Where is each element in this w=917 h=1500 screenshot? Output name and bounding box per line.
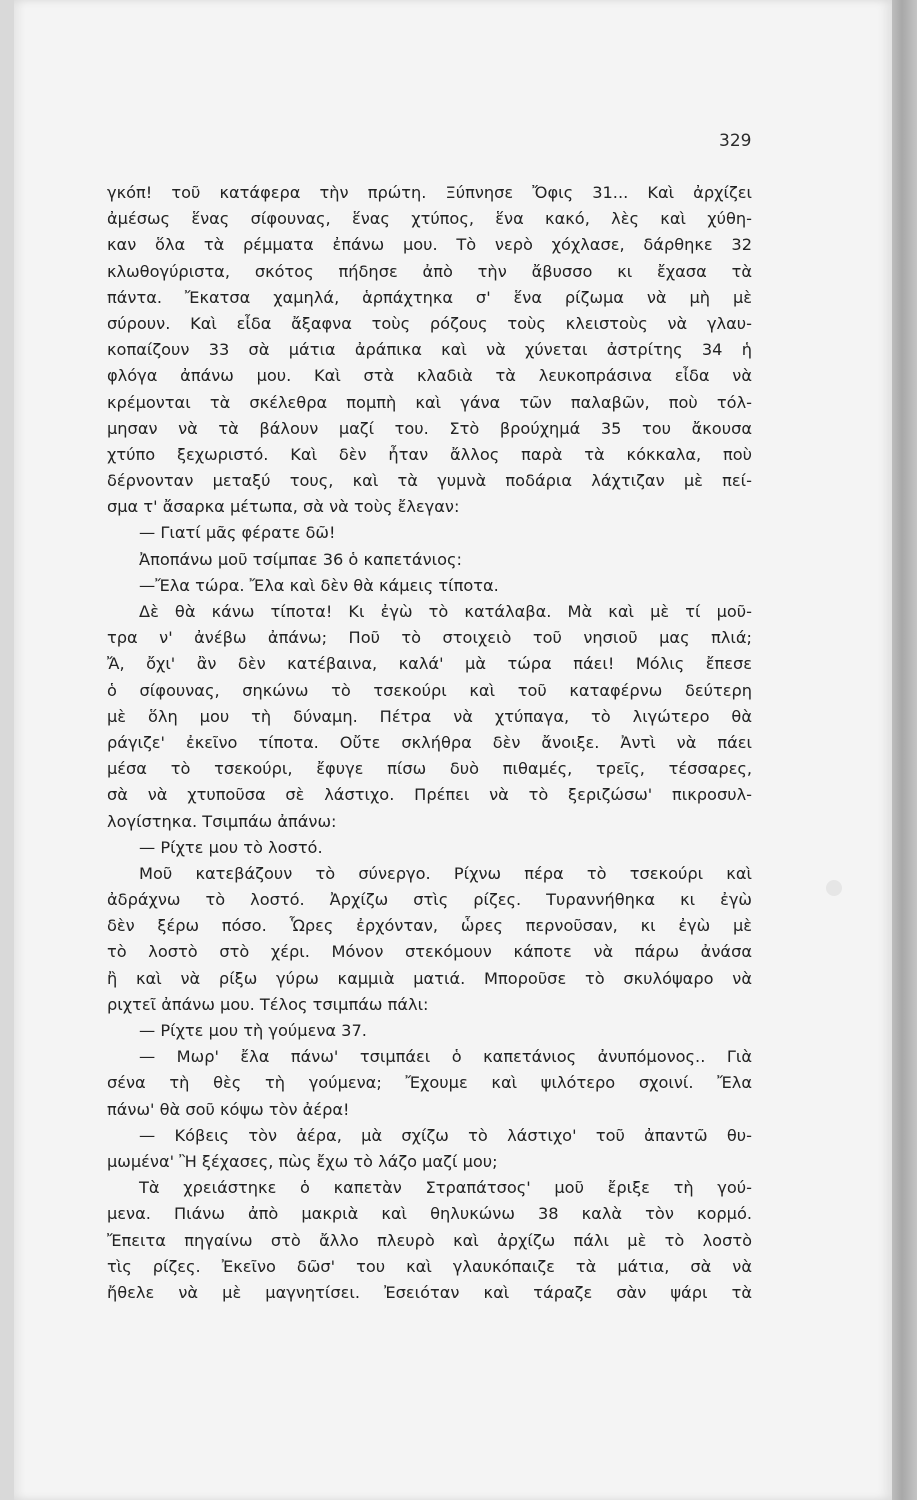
text-line: Δὲ θὰ κάνω τίποτα! Κι ἐγὼ τὸ κατάλαβα. Μὰ καὶ μὲ τί μοῦ- [139, 602, 752, 621]
text-line: δέρνονταν μεταξύ τους, καὶ τὰ γυμνὰ ποδάρια λάχτιζαν μὲ πεί- [107, 471, 752, 491]
text-line: σύρουν. Καὶ εἶδα ἄξαφνα τοὺς ρόζους τοὺς κλειστοὺς νὰ γλαυ- [107, 313, 752, 333]
text-line: ράγιζε' ἐκεῖνο τίποτα. Οὔτε σκλήθρα δὲν ἄνοιξε. Ἀντὶ νὰ πάει [107, 732, 752, 752]
text-line: — Ρίχτε μου τὴ γούμενα 37. [139, 1021, 367, 1040]
text-line: κρέμονται τὰ σκέλεθρα πομπὴ καὶ γάνα τῶν παλαβῶν, ποὺ τόλ- [107, 392, 752, 412]
text-line: Τὰ χρειάστηκε ὁ καπετὰν Στραπάτσος' μοῦ ἔριξε τὴ γού- [139, 1178, 752, 1198]
body-text [107, 180, 752, 1306]
text-line: μενα. Πιάνω ἀπὸ μακριὰ καὶ θηλυκώνω 38 καλὰ τὸν κορμό. [107, 1204, 752, 1224]
text-line: μὲ ὅλη μου τὴ δύναμη. Πέτρα νὰ χτύπαγα, τὸ λιγώτερο θὰ [107, 706, 752, 726]
text-line: μωμένα' Ἢ ξέχασες, πὼς ἔχω τὸ λάζο μαζί μου; [107, 1151, 498, 1171]
text-line: Ἔπειτα πηγαίνω στὸ ἄλλο πλευρὸ καὶ ἀρχίζω πάλι μὲ τὸ λοστὸ [107, 1230, 752, 1250]
text-line: δὲν ξέρω πόσο. Ὧρες ἐρχόνταν, ὧρες περνοῦσαν, κι ἐγὼ μὲ [107, 916, 752, 936]
text-line: Ἀποπάνω μοῦ τσίμπαε 36 ὁ καπετάνιος: [139, 549, 462, 569]
text-line: Μοῦ κατεβάζουν τὸ σύνεργο. Ρίχνω πέρα τὸ τσεκούρι καὶ [139, 863, 752, 883]
page-number: 329 [719, 131, 752, 151]
text-line: ἤθελε νὰ μὲ μαγνητίσει. Ἐσειόταν καὶ τάραζε σὰν ψάρι τὰ [107, 1282, 752, 1302]
text-line: μησαν νὰ τὰ βάλουν μαζί του. Στὸ βρούχημά 35 του ἄκουσα [107, 418, 752, 438]
text-line: γκόπ! τοῦ κατάφερα τὴν πρώτη. Ξύπνησε Ὄφις 31... Καὶ ἀρχίζει [107, 183, 752, 202]
text-line: λογίστηκα. Τσιμπάω ἀπάνω: [107, 811, 337, 831]
text-line: καν ὅλα τὰ ρέμματα ἐπάνω μου. Τὸ νερὸ χόχλασε, δάρθηκε 32 [107, 235, 752, 255]
text-line: —Ἔλα τώρα. Ἔλα καὶ δὲν θὰ κάμεις τίποτα. [139, 575, 499, 595]
text-line: σένα τὴ θὲς τὴ γούμενα; Ἔχουμε καὶ ψιλότερο σχοινί. Ἔλα [107, 1073, 752, 1093]
text-line: σμα τ' ἄσαρκα μέτωπα, σὰ νὰ τοὺς ἔλεγαν: [107, 497, 460, 517]
text-line: ἀμέσως ἕνας σίφουνας, ἕνας χτύπος, ἕνα κακό, λὲς καὶ χύθη- [107, 209, 752, 229]
text-line: τὶς ρίζες. Ἐκεῖνο δῶσ' του καὶ γλαυκόπαιζε τὰ μάτια, σὰ νὰ [107, 1256, 752, 1276]
text-line: Ἄ, ὄχι' ἂν δὲν κατέβαινα, καλά' μὰ τώρα πάει! Μόλις ἔπεσε [107, 654, 752, 674]
page-edge-shadow [892, 0, 917, 1500]
text-line: — Μωρ' ἔλα πάνω' τσιμπάει ὁ καπετάνιος ἀνυπόμονος.. Γιὰ [139, 1047, 752, 1067]
text-line: μέσα τὸ τσεκούρι, ἔφυγε πίσω δυὸ πιθαμές, τρεῖς, τέσσαρες, [107, 759, 752, 779]
text-line: — Ρίχτε μου τὸ λοστό. [139, 837, 323, 857]
bleed-through-mark [826, 880, 842, 896]
text-line: ὁ σίφουνας, σηκώνω τὸ τσεκούρι καὶ τοῦ καταφέρνω δεύτερη [107, 680, 752, 700]
text-line: χτύπο ξεχωριστό. Καὶ δὲν ἦταν ἄλλος παρὰ τὰ κόκκαλα, ποὺ [107, 444, 752, 464]
text-line: σὰ νὰ χτυποῦσα σὲ λάστιχο. Πρέπει νὰ τὸ ξεριζώσω' πικροσυλ- [107, 785, 752, 805]
text-line: ἢ καὶ νὰ ρίξω γύρω καμμιὰ ματιά. Μποροῦσε τὸ σκυλόψαρο νὰ [107, 968, 752, 988]
text-line: κλωθογύριστα, σκότος πήδησε ἀπὸ τὴν ἄβυσσο κι ἔχασα τὰ [107, 261, 752, 281]
text-line: τὸ λοστὸ στὸ χέρι. Μόνον στεκόμουν κάποτε νὰ πάρω ἀνάσα [107, 942, 752, 962]
text-line: — Γιατί μᾶς φέρατε δῶ! [139, 523, 336, 543]
text-line: — Κόβεις τὸν ἀέρα, μὰ σχίζω τὸ λάστιχο' τοῦ ἀπαντῶ θυ- [139, 1125, 752, 1145]
text-line: ἀδράχνω τὸ λοστό. Ἀρχίζω στὶς ρίζες. Τυραννήθηκα κι ἐγὼ [107, 890, 752, 910]
text-line: φλόγα ἀπάνω μου. Καὶ στὰ κλαδιὰ τὰ λευκοπράσινα εἶδα νὰ [107, 366, 752, 386]
text-line: πάνω' θὰ σοῦ κόψω τὸν ἀέρα! [107, 1099, 350, 1119]
text-line: κοπαίζουν 33 σὰ μάτια ἀράπικα καὶ νὰ χύνεται ἀστρίτης 34 ἡ [107, 340, 752, 360]
text-line: πάντα. Ἔκατσα χαμηλά, ἁρπάχτηκα σ' ἕνα ρίζωμα νὰ μὴ μὲ [107, 287, 752, 307]
text-line: τρα ν' ἀνέβω ἀπάνω; Ποῦ τὸ στοιχειὸ τοῦ νησιοῦ μας πλιά; [107, 628, 752, 648]
text-line: ριχτεῖ ἀπάνω μου. Τέλος τσιμπάω πάλι: [107, 994, 429, 1014]
